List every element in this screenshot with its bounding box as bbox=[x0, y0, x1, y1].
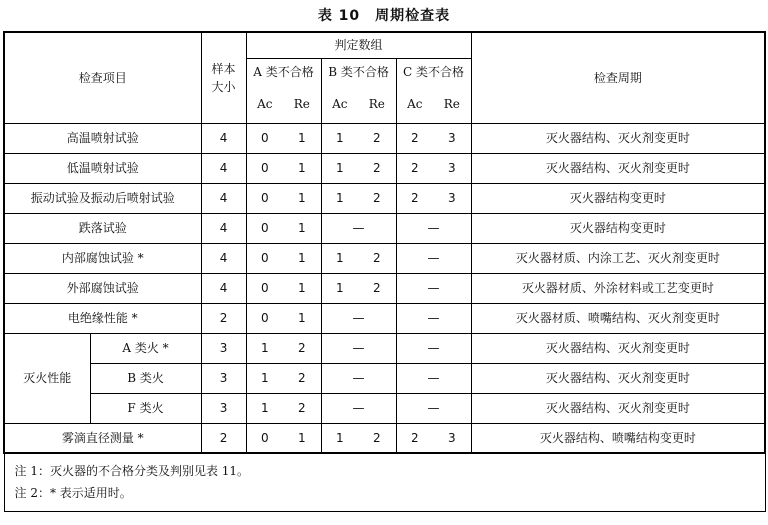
table-title: 表 10 周期检查表 bbox=[317, 8, 451, 24]
row-item: 低温喷射试验 bbox=[4, 153, 201, 183]
row-a-ac: 1 bbox=[246, 393, 283, 423]
row-period: 灭火器结构变更时 bbox=[471, 183, 765, 213]
header-class-a: A 类不合格 bbox=[246, 58, 321, 86]
row-a-ac: 0 bbox=[246, 123, 283, 153]
row-b-dash: — bbox=[321, 303, 396, 333]
header-judgement: 判定数组 bbox=[246, 32, 471, 58]
row-a-re: 1 bbox=[283, 213, 321, 243]
row-c-dash: — bbox=[396, 333, 471, 363]
header-a-ac: Ac bbox=[246, 86, 283, 123]
row-a-re: 1 bbox=[283, 123, 321, 153]
table-row bbox=[4, 243, 765, 273]
row-c-re: 3 bbox=[433, 423, 471, 453]
row-item: B 类火 bbox=[90, 363, 201, 393]
row-item: 电绝缘性能 * bbox=[4, 303, 201, 333]
row-period: 灭火器结构、灭火剂变更时 bbox=[471, 333, 765, 363]
row-sample: 4 bbox=[201, 213, 246, 243]
row-sample: 4 bbox=[201, 123, 246, 153]
table-row bbox=[4, 423, 765, 453]
row-a-ac: 0 bbox=[246, 213, 283, 243]
row-item: 跌落试验 bbox=[4, 213, 201, 243]
row-sample: 4 bbox=[201, 183, 246, 213]
row-a-ac: 0 bbox=[246, 243, 283, 273]
row-item: F 类火 bbox=[90, 393, 201, 423]
header-a-re: Re bbox=[283, 86, 321, 123]
row-c-dash: — bbox=[396, 273, 471, 303]
row-a-ac: 0 bbox=[246, 273, 283, 303]
header-sample-size bbox=[201, 32, 246, 123]
table-row bbox=[4, 213, 765, 243]
table-row bbox=[4, 123, 765, 153]
row-c-dash: — bbox=[396, 213, 471, 243]
table-row bbox=[4, 153, 765, 183]
row-item: A 类火 * bbox=[90, 333, 201, 363]
row-c-ac: 2 bbox=[396, 183, 433, 213]
row-sample: 2 bbox=[201, 303, 246, 333]
row-a-re: 2 bbox=[283, 363, 321, 393]
row-c-ac: 2 bbox=[396, 123, 433, 153]
header-item: 检查项目 bbox=[4, 32, 201, 123]
row-b-dash: — bbox=[321, 393, 396, 423]
row-sample: 2 bbox=[201, 423, 246, 453]
table-row bbox=[4, 183, 765, 213]
header-period: 检查周期 bbox=[471, 32, 765, 123]
row-a-ac: 0 bbox=[246, 183, 283, 213]
row-b-ac: 1 bbox=[321, 123, 358, 153]
header-class-c: C 类不合格 bbox=[396, 58, 471, 86]
row-a-re: 1 bbox=[283, 273, 321, 303]
periodic-inspection-table bbox=[3, 31, 766, 512]
header-sample-line2: 大小 bbox=[211, 79, 236, 94]
row-sample: 3 bbox=[201, 363, 246, 393]
row-b-re: 2 bbox=[358, 183, 396, 213]
row-b-ac: 1 bbox=[321, 153, 358, 183]
row-sample: 3 bbox=[201, 333, 246, 363]
row-b-re: 2 bbox=[358, 153, 396, 183]
row-period: 灭火器结构、灭火剂变更时 bbox=[471, 363, 765, 393]
row-b-re: 2 bbox=[358, 423, 396, 453]
row-a-re: 1 bbox=[283, 303, 321, 333]
row-c-ac: 2 bbox=[396, 423, 433, 453]
row-a-re: 1 bbox=[283, 153, 321, 183]
row-a-re: 2 bbox=[283, 393, 321, 423]
table-row bbox=[4, 273, 765, 303]
header-c-ac: Ac bbox=[396, 86, 433, 123]
note-2: 注 2：* 表示适用时。 bbox=[14, 486, 132, 501]
row-c-ac: 2 bbox=[396, 153, 433, 183]
row-item: 高温喷射试验 bbox=[4, 123, 201, 153]
row-a-ac: 0 bbox=[246, 303, 283, 333]
row-a-ac: 1 bbox=[246, 333, 283, 363]
row-sample: 4 bbox=[201, 243, 246, 273]
row-item: 雾滴直径测量 * bbox=[4, 423, 201, 453]
table-row bbox=[4, 393, 765, 423]
row-a-ac: 0 bbox=[246, 153, 283, 183]
row-item: 内部腐蚀试验 * bbox=[4, 243, 201, 273]
row-c-re: 3 bbox=[433, 183, 471, 213]
table-row bbox=[4, 363, 765, 393]
row-b-dash: — bbox=[321, 363, 396, 393]
row-a-re: 1 bbox=[283, 183, 321, 213]
row-c-re: 3 bbox=[433, 123, 471, 153]
row-c-dash: — bbox=[396, 303, 471, 333]
row-period: 灭火器材质、外涂材料或工艺变更时 bbox=[471, 273, 765, 303]
row-period: 灭火器材质、喷嘴结构、灭火剂变更时 bbox=[471, 303, 765, 333]
row-period: 灭火器结构变更时 bbox=[471, 213, 765, 243]
header-b-re: Re bbox=[358, 86, 396, 123]
row-c-re: 3 bbox=[433, 153, 471, 183]
row-b-re: 2 bbox=[358, 243, 396, 273]
row-a-re: 1 bbox=[283, 423, 321, 453]
row-c-dash: — bbox=[396, 393, 471, 423]
row-b-ac: 1 bbox=[321, 423, 358, 453]
row-item: 外部腐蚀试验 bbox=[4, 273, 201, 303]
row-sample: 4 bbox=[201, 153, 246, 183]
row-a-ac: 0 bbox=[246, 423, 283, 453]
row-c-dash: — bbox=[396, 363, 471, 393]
header-class-b: B 类不合格 bbox=[321, 58, 396, 86]
row-item: 振动试验及振动后喷射试验 bbox=[4, 183, 201, 213]
note-1: 注 1：灭火器的不合格分类及判别见表 11。 bbox=[14, 464, 250, 479]
row-a-re: 2 bbox=[283, 333, 321, 363]
row-b-re: 2 bbox=[358, 123, 396, 153]
row-period: 灭火器材质、内涂工艺、灭火剂变更时 bbox=[471, 243, 765, 273]
header-c-re: Re bbox=[433, 86, 471, 123]
row-b-ac: 1 bbox=[321, 243, 358, 273]
header-b-ac: Ac bbox=[321, 86, 358, 123]
row-b-dash: — bbox=[321, 213, 396, 243]
row-b-ac: 1 bbox=[321, 183, 358, 213]
row-period: 灭火器结构、喷嘴结构变更时 bbox=[471, 423, 765, 453]
header-sample-line1: 样本 bbox=[211, 61, 236, 76]
row-a-re: 1 bbox=[283, 243, 321, 273]
table-row bbox=[4, 303, 765, 333]
fire-group-label: 灭火性能 bbox=[4, 333, 90, 423]
row-period: 灭火器结构、灭火剂变更时 bbox=[471, 123, 765, 153]
row-b-dash: — bbox=[321, 333, 396, 363]
row-b-ac: 1 bbox=[321, 273, 358, 303]
row-sample: 3 bbox=[201, 393, 246, 423]
row-period: 灭火器结构、灭火剂变更时 bbox=[471, 153, 765, 183]
table-row bbox=[4, 333, 765, 363]
row-period: 灭火器结构、灭火剂变更时 bbox=[471, 393, 765, 423]
table-notes bbox=[4, 453, 765, 511]
row-c-dash: — bbox=[396, 243, 471, 273]
row-a-ac: 1 bbox=[246, 363, 283, 393]
row-b-re: 2 bbox=[358, 273, 396, 303]
row-sample: 4 bbox=[201, 273, 246, 303]
